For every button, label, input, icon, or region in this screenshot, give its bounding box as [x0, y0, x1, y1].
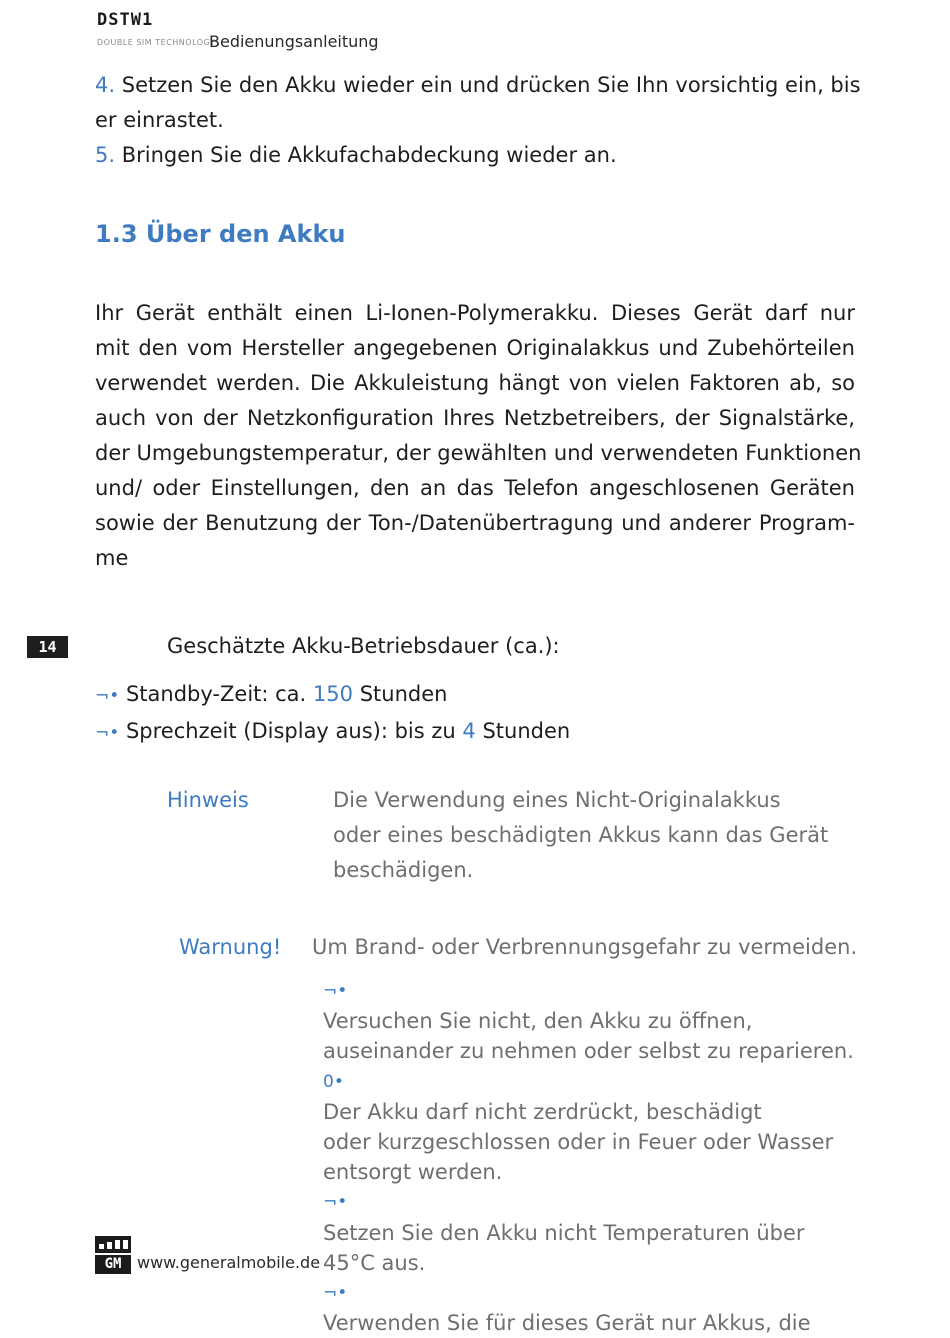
warning-item-cont: auseinander zu nehmen oder selbst zu reparieren. — [323, 1039, 854, 1064]
page-number: 14 — [27, 636, 68, 658]
bullet-icon: ¬• — [95, 686, 120, 706]
item-unit: Stunden — [482, 719, 571, 743]
logo-subtitle: DOUBLE SIM TECHNOLOGY — [97, 38, 216, 47]
paragraph-line: mit den vom Hersteller angegebenen Originalakkus und Zubehörteilen — [95, 336, 855, 360]
item-label: Sprechzeit (Display aus): bis zu — [125, 719, 456, 743]
note-line: Die Verwendung eines Nicht-Originalakkus — [333, 788, 781, 812]
item-value: 150 — [312, 682, 354, 706]
warning-text: Setzen Sie den Akku nicht Temperaturen über — [323, 1220, 805, 1245]
step-5 — [95, 138, 857, 173]
warning-item-cont: oder kurzgeschlossen oder in Feuer oder Wasser — [323, 1130, 834, 1155]
list-item — [95, 714, 570, 751]
paragraph-line: me — [95, 546, 129, 570]
bullet-icon: ¬• — [323, 981, 348, 1001]
warning-item — [323, 1278, 863, 1338]
warning-text: Verwenden Sie für dieses Gerät nur Akkus, die — [323, 1311, 811, 1336]
warning-label: Warnung! — [179, 935, 282, 959]
list-item — [95, 677, 570, 714]
runtime-title: Geschätzte Akku-Betriebsdauer (ca.): — [167, 634, 560, 658]
header-title: Bedienungsanleitung — [209, 32, 379, 51]
paragraph-line: Ihr Gerät enthält einen Li-Ionen-Polymerakku. Dieses Gerät darf nur — [95, 301, 855, 325]
signal-bars-icon — [95, 1236, 131, 1253]
warning-text: Versuchen Sie nicht, den Akku zu öffnen, — [323, 1009, 753, 1034]
note-label: Hinweis — [167, 788, 249, 812]
warning-item-cont: 45°C aus. — [323, 1250, 426, 1275]
step-number: 4. — [95, 73, 116, 97]
warning-item — [323, 1187, 863, 1247]
warning-text: Der Akku darf nicht zerdrückt, beschädigt — [323, 1099, 762, 1124]
note-line: beschädigen. — [333, 858, 474, 882]
step-4-line-1 — [95, 68, 861, 103]
step-4-line-2: er einrastet. — [95, 108, 224, 132]
paragraph-line: der Umgebungstemperatur, der gewählten und verwendeten Funktionen — [95, 441, 862, 465]
bullet-icon: 0• — [323, 1071, 344, 1092]
section-title: 1.3 Über den Akku — [95, 220, 346, 248]
item-label: Standby-Zeit: ca. — [125, 682, 307, 706]
warning-item — [323, 976, 863, 1036]
bullet-icon: ¬• — [323, 1283, 348, 1304]
dstw1-logo: DSTW1 — [97, 10, 154, 30]
install-steps — [95, 68, 861, 173]
note-text — [333, 783, 833, 888]
gm-logo-icon — [95, 1236, 131, 1274]
item-value: 4 — [462, 719, 476, 743]
warning-item — [323, 1067, 863, 1127]
item-unit: Stunden — [359, 682, 448, 706]
bullet-icon: ¬• — [95, 723, 120, 743]
step-text: Setzen Sie den Akku wieder ein und drücken Sie Ihn vorsichtig ein, bis — [121, 73, 861, 97]
runtime-list — [95, 677, 570, 751]
paragraph-line: und/ oder Einstellungen, den an das Telefon angeschlosenen Geräten — [95, 476, 855, 500]
warning-list — [323, 976, 863, 1338]
step-text: Bringen Sie die Akkufachabdeckung wieder an. — [121, 143, 617, 167]
paragraph-line: sowie der Benutzung der Ton-/Datenübertragung und anderer Program- — [95, 511, 855, 535]
paragraph-line: verwendet werden. Die Akkuleistung hängt von vielen Faktoren ab, so — [95, 371, 855, 395]
bullet-icon: ¬• — [323, 1192, 348, 1213]
paragraph-line: auch von der Netzkonfiguration Ihres Netzbetreibers, der Signalstärke, — [95, 406, 855, 430]
warning-item-cont: entsorgt werden. — [323, 1160, 503, 1185]
warning-intro: Um Brand- oder Verbrennungsgefahr zu vermeiden. — [312, 935, 858, 959]
step-number: 5. — [95, 143, 116, 167]
battery-paragraph — [95, 296, 862, 576]
note-line: oder eines beschädigten Akkus kann das Gerät — [333, 823, 829, 847]
footer-url: www.generalmobile.de — [137, 1253, 321, 1272]
gm-logo-text: GM — [95, 1255, 131, 1274]
